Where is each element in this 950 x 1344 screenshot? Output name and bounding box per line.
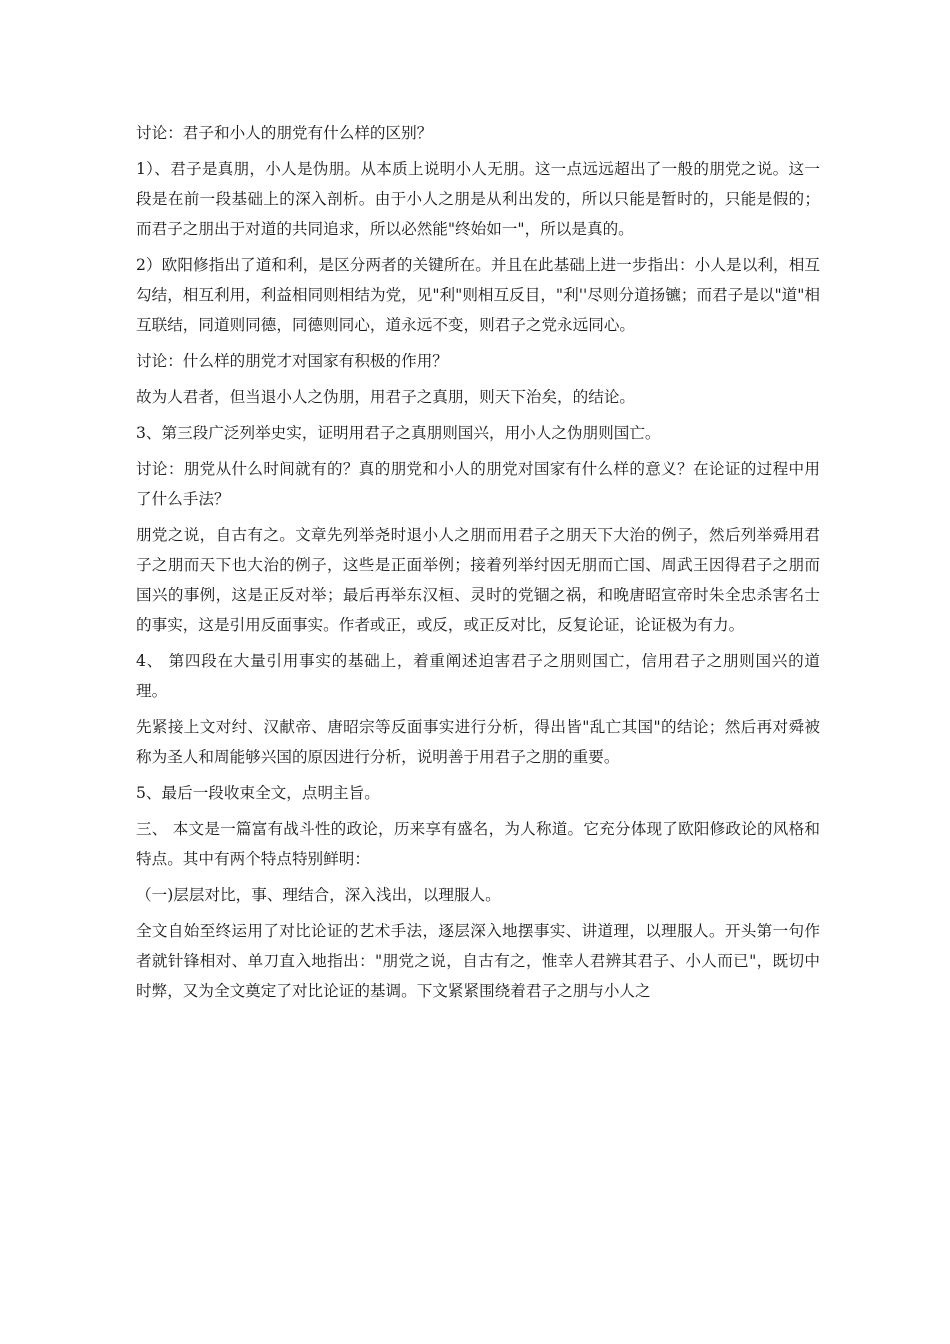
paragraph-discussion-2: 讨论：什么样的朋党才对国家有积极的作用？ <box>136 352 448 370</box>
paragraph-feature-1: （一)层层对比，事、理结合，深入浅出，以理服人。 <box>136 886 501 904</box>
paragraph-discussion-3: 讨论：朋党从什么时间就有的？真的朋党和小人的朋党对国家有什么样的意义？在论证的过程中用了什么手法？ <box>136 460 820 508</box>
paragraph-conclusion: 故为人君者，但当退小人之伪朋，用君子之真朋，则天下治矣，的结论。 <box>136 388 636 406</box>
paragraph-analysis: 先紧接上文对纣、汉献帝、唐昭宗等反面事实进行分析，得出皆"乱亡其国"的结论；然后再对舜被称为圣人和周能够兴国的原因进行分析，说明善于用君子之朋的重要。 <box>136 718 820 766</box>
document-body <box>136 118 820 1012</box>
paragraph-examples: 朋党之说，自古有之。文章先列举尧时退小人之朋而用君子之朋天下大治的例子，然后列举舜用君子之朋而天下也大治的例子，这些是正面举例；接着列举纣因无朋而亡国、周武王因得君子之朋而国兴的事例，这是正反对举；最后再举东汉桓、灵时的党锢之祸，和晚唐昭宣帝时朱全忠杀害名士的事实，这是引用反面事实。作者或正，或反，或正反对比，反复论证，论证极为有力。 <box>136 526 820 634</box>
paragraph-discussion-1: 讨论：君子和小人的朋党有什么样的区别？ <box>136 124 433 142</box>
paragraph-point-2: 2）欧阳修指出了道和利，是区分两者的关键所在。并且在此基础上进一步指出：小人是以利，相互勾结，相互利用，利益相同则相结为党，见"利"则相互反目，"利''尽则分道扬镳；而君子是以"道"相互联结，同道则同德，同德则同心，道永远不变，则君子之党永远同心。 <box>136 256 820 334</box>
paragraph-part-3: 三、 本文是一篇富有战斗性的政论，历来享有盛名，为人称道。它充分体现了欧阳修政论的风格和特点。其中有两个特点特别鲜明： <box>136 820 820 868</box>
paragraph-feature-1-detail: 全文自始至终运用了对比论证的艺术手法，逐层深入地摆事实、讲道理，以理服人。开头第一句作者就针锋相对、单刀直入地指出："朋党之说，自古有之，惟幸人君辨其君子、小人而已"，既切中时弊，又为全文奠定了对比论证的基调。下文紧紧围绕着君子之朋与小人之 <box>136 922 820 1000</box>
paragraph-section-5: 5、最后一段收束全文，点明主旨。 <box>136 784 380 802</box>
paragraph-section-3: 3、第三段广泛列举史实，证明用君子之真朋则国兴，用小人之伪朋则国亡。 <box>136 424 661 442</box>
paragraph-section-4: 4、 第四段在大量引用事实的基础上，着重阐述迫害君子之朋则国亡，信用君子之朋则国兴的道理。 <box>136 652 820 700</box>
paragraph-point-1: 1）、君子是真朋，小人是伪朋。从本质上说明小人无朋。这一点远远超出了一般的朋党之说。这一段是在前一段基础上的深入剖析。由于小人之朋是从利出发的，所以只能是暂时的，只能是假的；而君子之朋出于对道的共同追求，所以必然能"终始如一"，所以是真的。 <box>136 160 820 238</box>
